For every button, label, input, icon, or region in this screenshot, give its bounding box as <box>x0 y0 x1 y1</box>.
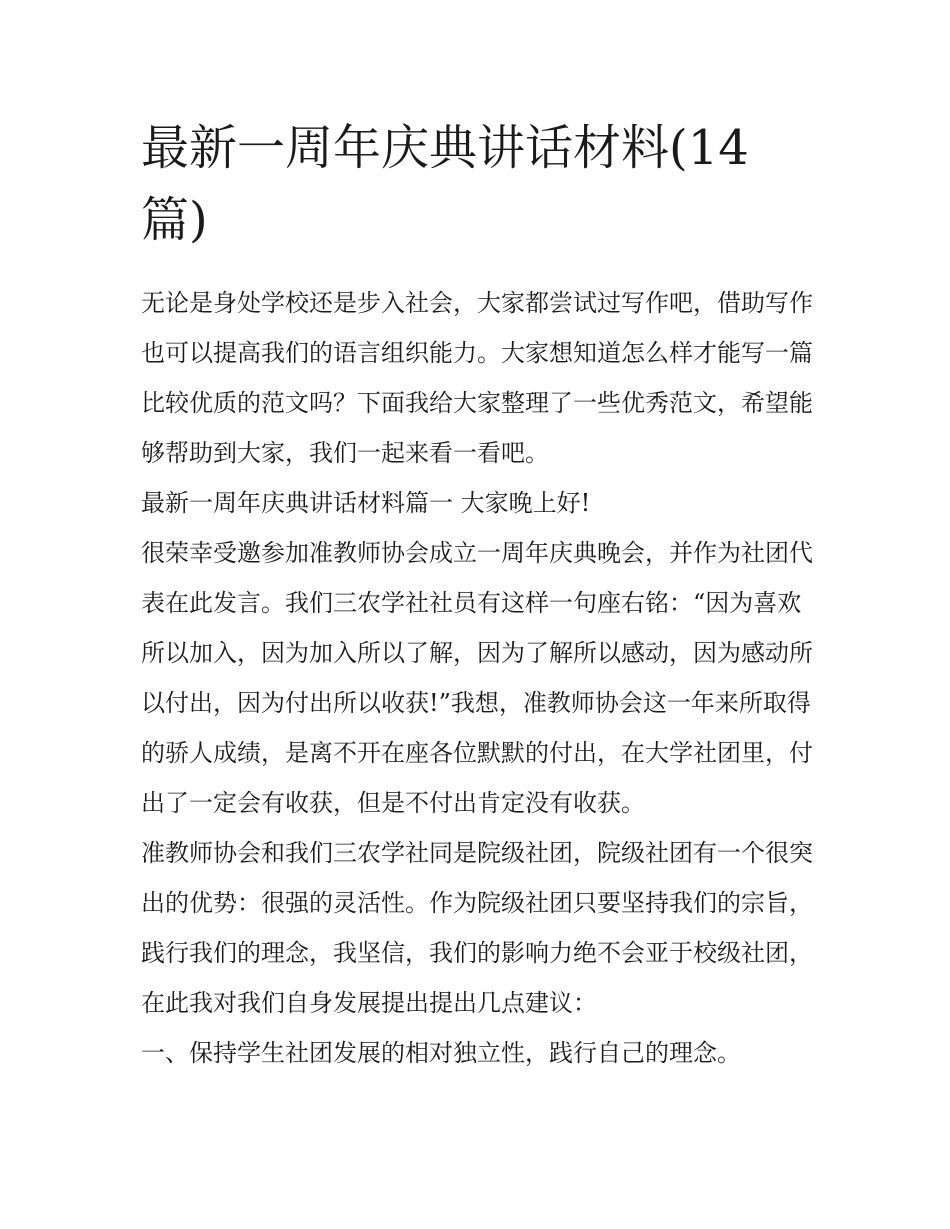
document-title: 最新一周年庆典讲话材料(14篇) <box>141 120 749 248</box>
document-body <box>141 278 821 1078</box>
paragraph-speech-opening: 很荣幸受邀参加准教师协会成立一周年庆典晚会，并作为社团代表在此发言。我们三农学社社员有这样一句座右铭：“因为喜欢所以加入，因为加入所以了解，因为了解所以感动，因为感动所以付出，因为付出所以收获!”我想，准教师协会这一年来所取得的骄人成绩，是离不开在座各位默默的付出，在大学社团里，付出了一定会有收获，但是不付出肯定没有收获。 <box>141 539 813 817</box>
paragraph-intro: 无论是身处学校还是步入社会，大家都尝试过写作吧，借助写作也可以提高我们的语言组织能力。大家想知道怎么样才能写一篇比较优质的范文吗？下面我给大家整理了一些优秀范文，希望能够帮助到大家，我们一起来看一看吧。 <box>141 289 813 467</box>
document-page <box>141 112 821 1078</box>
paragraph-section-heading: 最新一周年庆典讲话材料篇一 大家晚上好! <box>141 489 591 517</box>
paragraph-speech-body: 准教师协会和我们三农学社同是院级社团，院级社团有一个很突出的优势：很强的灵活性。作为院级社团只要坚持我们的宗旨，践行我们的理念，我坚信，我们的影响力绝不会亚于校级社团，在此我对我们自身发展提出提出几点建议： <box>141 839 813 1017</box>
paragraph-suggestion-one: 一、保持学生社团发展的相对独立性，践行自己的理念。 <box>141 1039 741 1067</box>
